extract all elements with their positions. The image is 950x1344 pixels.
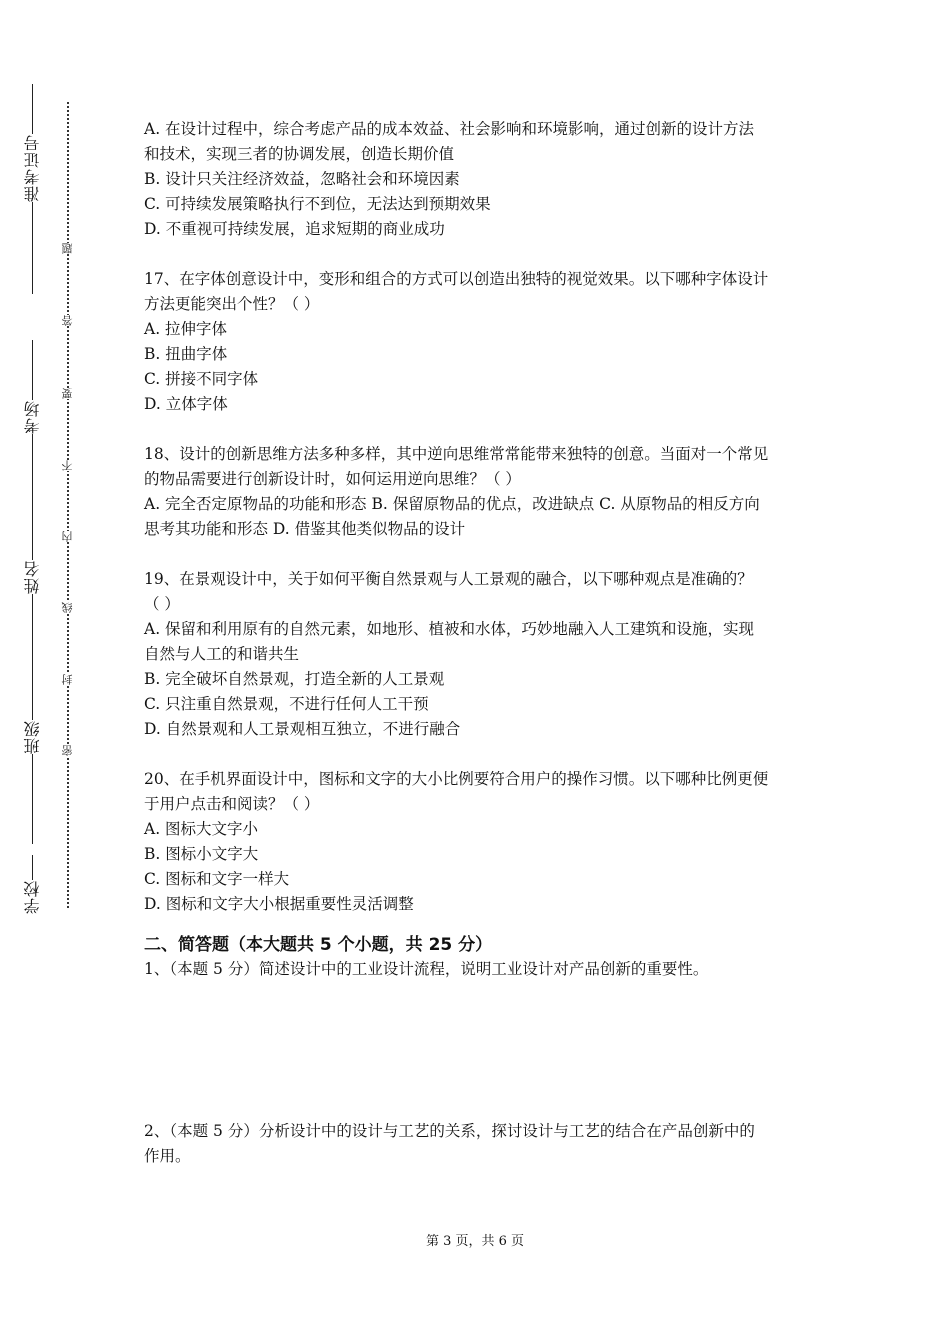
option-line: D. 自然景观和人工景观相互独立，不进行融合 [144,720,461,738]
option-line: A. 保留和利用原有的自然元素，如地形、植被和水体，巧妙地融入人工建筑和设施，实现 [144,620,755,638]
exam-room-label: 考场 [22,400,42,434]
option-line: A. 完全否定原物品的功能和形态 B. 保留原物品的优点，改进缺点 C. 从原物品的相反方向 [144,495,760,513]
question-stem: 2、（本题 5 分）分析设计中的设计与工艺的关系，探讨设计与工艺的结合在产品创新中的 [144,1122,755,1140]
option-line: B. 图标小文字大 [144,845,259,863]
question-19 [144,567,814,742]
question-17 [144,267,814,417]
option-line: C. 图标和文字一样大 [144,870,290,888]
option-line: 和技术，实现三者的协调发展，创造长期价值 [144,145,455,163]
option-line: D. 不重视可持续发展，追求短期的商业成功 [144,220,445,238]
option-line: C. 拼接不同字体 [144,370,259,388]
question-stem: 1、（本题 5 分）简述设计中的工业设计流程，说明工业设计对产品创新的重要性。 [144,960,709,978]
seal-char: 题 [61,243,74,254]
page-number: 第 3 页，共 6 页 [425,1234,525,1249]
question-20 [144,767,814,917]
question-stem: 于用户点击和阅读？（ ） [144,795,320,813]
question-stem: 方法更能突出个性？（ ） [144,295,320,313]
answer-space[interactable] [144,982,814,1119]
seal-char: 线 [61,602,74,613]
question-stem: 19、在景观设计中，关于如何平衡自然景观与人工景观的融合，以下哪种观点是准确的？ [144,570,753,588]
question-18 [144,442,814,542]
margin-field-school [20,855,44,914]
section-title-short-answer: 二、简答题（本大题共 5 个小题，共 25 分） [144,935,493,955]
option-line: D. 图标和文字大小根据重要性灵活调整 [144,895,414,913]
question-stem: 20、在手机界面设计中，图标和文字的大小比例要符合用户的操作习惯。以下哪种比例更便 [144,770,769,788]
option-line: C. 只注重自然景观，不进行任何人工干预 [144,695,429,713]
option-line: B. 设计只关注经济效益，忽略社会和环境因素 [144,170,460,188]
exam-content [144,117,814,1169]
option-line: 自然与人工的和谐共生 [144,645,300,663]
question-stem: 的物品需要进行创新设计时，如何运用逆向思维？（ ） [144,470,521,488]
name-label: 姓名 [22,560,42,594]
seal-char: 答 [61,315,74,326]
seal-char: 内 [61,531,74,542]
class-label: 班级 [22,720,42,754]
seal-char: 要 [61,388,74,399]
margin-field-class [20,640,44,844]
option-line: B. 完全破坏自然景观，打造全新的人工景观 [144,670,445,688]
question-16-options [144,117,814,242]
exam-id-label: 准考证号 [22,134,42,202]
option-line: 思考其功能和形态 D. 借鉴其他类似物品的设计 [144,520,466,538]
short-answer-question-1 [144,957,814,982]
seal-char: 封 [61,674,74,685]
option-line: A. 拉伸字体 [144,320,228,338]
seal-char: 密 [61,745,74,756]
question-stem: 18、设计的创新思维方法多种多样，其中逆向思维常常能带来独特的创意。当面对一个常见 [144,445,769,463]
option-line: B. 扭曲字体 [144,345,228,363]
option-line: A. 图标大文字小 [144,820,259,838]
seal-char: 不 [61,460,74,471]
question-stem: （ ） [144,595,180,613]
seal-dotted-line [67,102,69,908]
short-answer-question-2 [144,1119,814,1169]
school-label: 学校 [22,880,42,914]
question-stem: 17、在字体创意设计中，变形和组合的方式可以创造出独特的视觉效果。以下哪种字体设计 [144,270,769,288]
option-line: A. 在设计过程中，综合考虑产品的成本效益、社会影响和环境影响，通过创新的设计方法 [144,120,755,138]
margin-field-exam-id [20,84,44,294]
option-line: C. 可持续发展策略执行不到位，无法达到预期效果 [144,195,491,213]
option-line: D. 立体字体 [144,395,228,413]
question-stem: 作用。 [144,1147,191,1165]
